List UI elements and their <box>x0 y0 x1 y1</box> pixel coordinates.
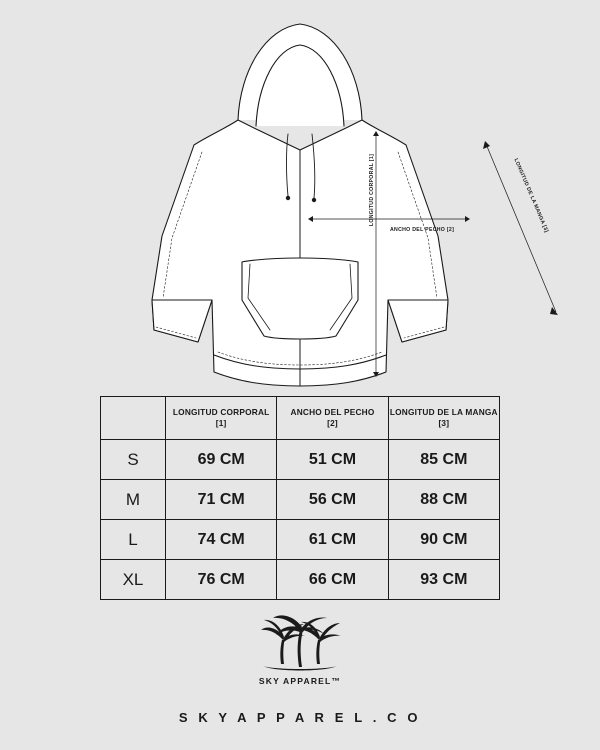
table-row <box>101 440 500 480</box>
left-cuff <box>152 300 212 342</box>
brand-url: S K Y A P P A R E L . C O <box>178 710 422 725</box>
sleeve-length-arrow-bottom <box>550 307 558 315</box>
column-header-sleeve-length-line2: [3] <box>438 418 450 428</box>
palm-trees-logo-icon <box>255 612 345 674</box>
chest-width-l: 61 CM <box>277 520 388 560</box>
sleeve-length-xl: 93 CM <box>388 560 499 600</box>
label-body-length: LONGITUD CORPORAL [1] <box>369 153 375 227</box>
label-sleeve-length: LONGITUD DE LA MANGA [3] <box>512 157 550 234</box>
drawcord-tip-right <box>312 198 316 202</box>
size-label-l: L <box>101 520 166 560</box>
size-label-xl: XL <box>101 560 166 600</box>
table-row <box>101 480 500 520</box>
body-length-s: 69 CM <box>166 440 277 480</box>
size-table-container <box>100 396 500 600</box>
chest-width-arrow-right <box>465 216 470 222</box>
size-label-m: M <box>101 480 166 520</box>
brand-name: SKY APPAREL™ <box>258 676 342 686</box>
column-header-body-length-line2: [1] <box>215 418 227 428</box>
column-header-body-length <box>166 397 277 440</box>
column-header-sleeve-length <box>388 397 499 440</box>
chest-width-m: 56 CM <box>277 480 388 520</box>
size-table <box>100 396 500 600</box>
table-row <box>101 520 500 560</box>
body-length-l: 74 CM <box>166 520 277 560</box>
column-header-chest-width-line1: ANCHO DEL PECHO <box>290 406 375 417</box>
drawcord-tip-left <box>286 196 290 200</box>
sleeve-length-arrow-top <box>483 141 490 149</box>
footer <box>0 612 600 725</box>
table-row <box>101 560 500 600</box>
body-length-xl: 76 CM <box>166 560 277 600</box>
size-table-head <box>101 397 500 440</box>
chest-width-s: 51 CM <box>277 440 388 480</box>
column-header-body-length-line1: LONGITUD CORPORAL <box>172 406 270 417</box>
body-length-m: 71 CM <box>166 480 277 520</box>
hoodie-technical-drawing <box>90 0 550 390</box>
column-header-chest-width-line2: [2] <box>327 418 338 428</box>
sleeve-length-m: 88 CM <box>388 480 499 520</box>
right-cuff <box>388 300 448 342</box>
column-header-chest-width <box>277 397 388 440</box>
sleeve-length-l: 90 CM <box>388 520 499 560</box>
table-header-row <box>101 397 500 440</box>
label-chest-width: ANCHO DEL PECHO [2] <box>390 227 455 233</box>
column-header-sleeve-length-line1: LONGITUD DE LA MANGA <box>389 406 498 417</box>
table-corner-cell <box>101 397 166 440</box>
sleeve-length-s: 85 CM <box>388 440 499 480</box>
chest-width-xl: 66 CM <box>277 560 388 600</box>
size-table-body <box>101 440 500 600</box>
size-label-s: S <box>101 440 166 480</box>
kangaroo-pocket <box>242 258 358 339</box>
